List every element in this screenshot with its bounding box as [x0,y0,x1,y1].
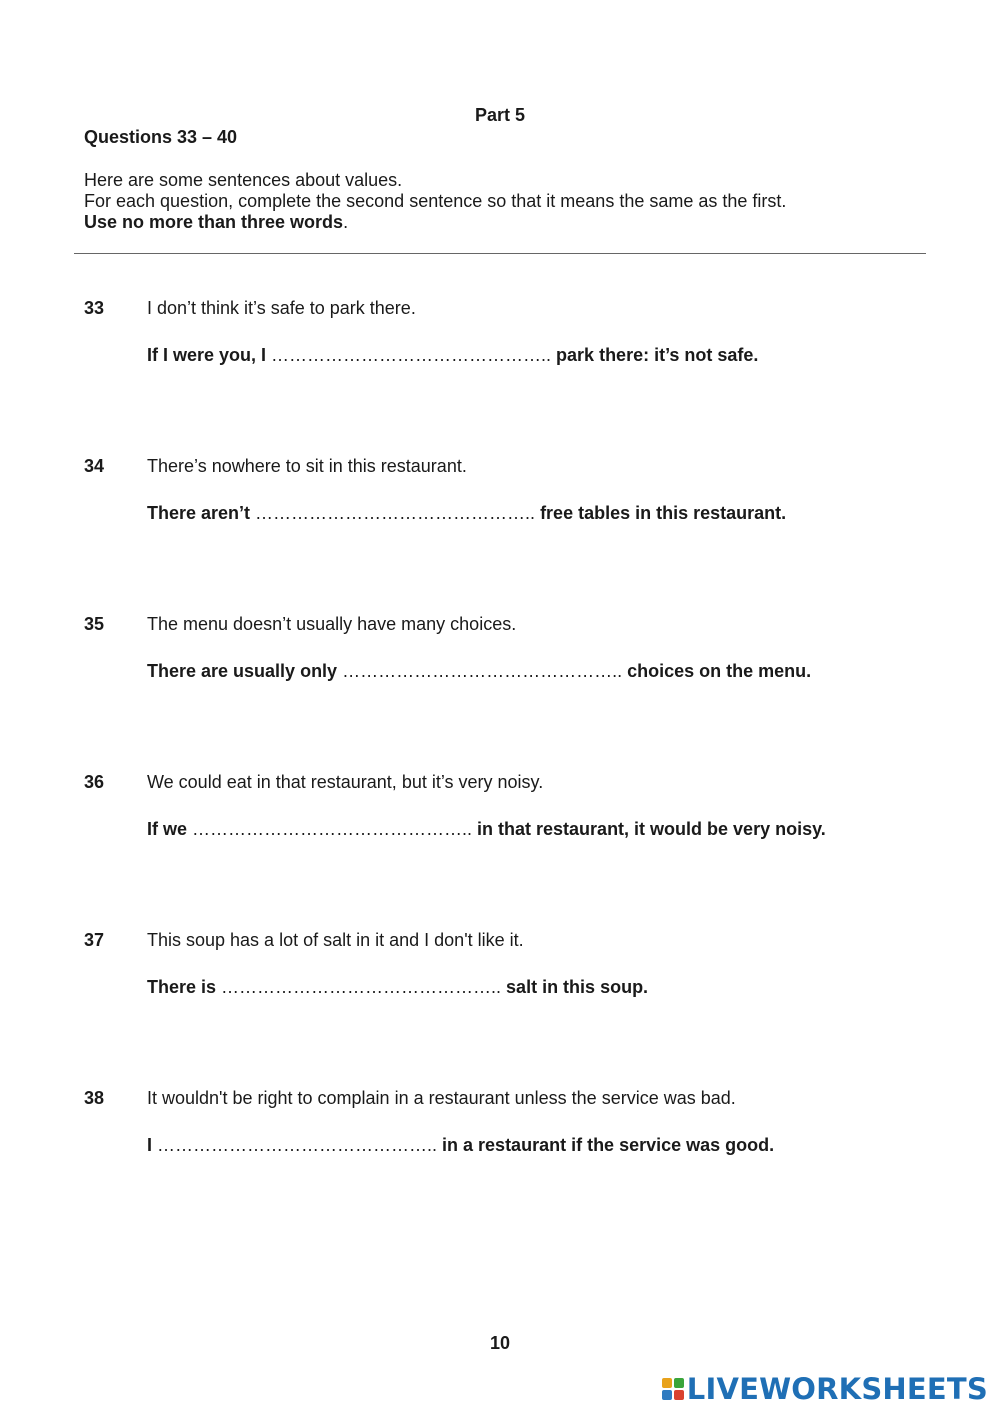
answer-suffix: salt in this soup. [506,977,649,997]
question-number: 34 [84,456,105,476]
answer-blank[interactable]: ……………………………………….. [157,1135,443,1155]
instructions-line-3 [84,212,786,233]
original-sentence: We could eat in that restaurant, but it’s very noisy. [147,772,544,792]
question-range: Questions 33 – 40 [84,127,238,147]
original-sentence: I don’t think it’s safe to park there. [147,298,416,318]
answer-sentence [147,345,758,366]
original-sentence: The menu doesn’t usually have many choices. [147,614,517,634]
question-number: 33 [84,298,105,318]
question-number: 36 [84,772,105,792]
answer-sentence [147,661,811,682]
word-limit: Use no more than three words [84,212,344,232]
divider [74,253,926,254]
instructions-period: . [343,212,349,232]
instructions-line-1: Here are some sentences about values. [84,170,403,190]
answer-blank[interactable]: ……………………………………….. [255,503,541,523]
answer-sentence [147,819,826,840]
original-sentence: It wouldn't be right to complain in a restaurant unless the service was bad. [147,1088,736,1108]
answer-prefix: If we [147,819,193,839]
original-sentence: There’s nowhere to sit in this restaurant. [147,456,467,476]
instructions-line-2: For each question, complete the second sentence so that it means the same as the first. [84,191,787,211]
answer-sentence [147,977,648,998]
answer-blank[interactable]: ……………………………………….. [271,345,557,365]
answer-suffix: choices on the menu. [627,661,812,681]
answer-prefix: There aren’t [147,503,256,523]
question-number: 38 [84,1088,105,1108]
liveworksheets-brand [662,1372,988,1406]
question-number: 35 [84,614,105,634]
answer-prefix: I [147,1135,158,1155]
question-number: 37 [84,930,105,950]
part-title: Part 5 [474,105,526,125]
answer-sentence [147,1135,774,1156]
original-sentence: This soup has a lot of salt in it and I don't like it. [147,930,524,950]
answer-prefix: There are usually only [147,661,343,681]
answer-suffix: in a restaurant if the service was good. [442,1135,775,1155]
answer-blank[interactable]: ……………………………………….. [192,819,478,839]
answer-suffix: in that restaurant, it would be very noisy. [477,819,826,839]
answer-sentence [147,503,786,524]
answer-blank[interactable]: ……………………………………….. [221,977,507,997]
answer-prefix: If I were you, I [147,345,272,365]
answer-blank[interactable]: ……………………………………….. [342,661,628,681]
instructions [84,170,786,233]
page-number: 10 [489,1333,511,1353]
answer-suffix: park there: it’s not safe. [556,345,759,365]
liveworksheets-logo-icon [662,1378,684,1400]
brand-name: LIVEWORKSHEETS [686,1372,988,1406]
answer-suffix: free tables in this restaurant. [540,503,787,523]
answer-prefix: There is [147,977,222,997]
